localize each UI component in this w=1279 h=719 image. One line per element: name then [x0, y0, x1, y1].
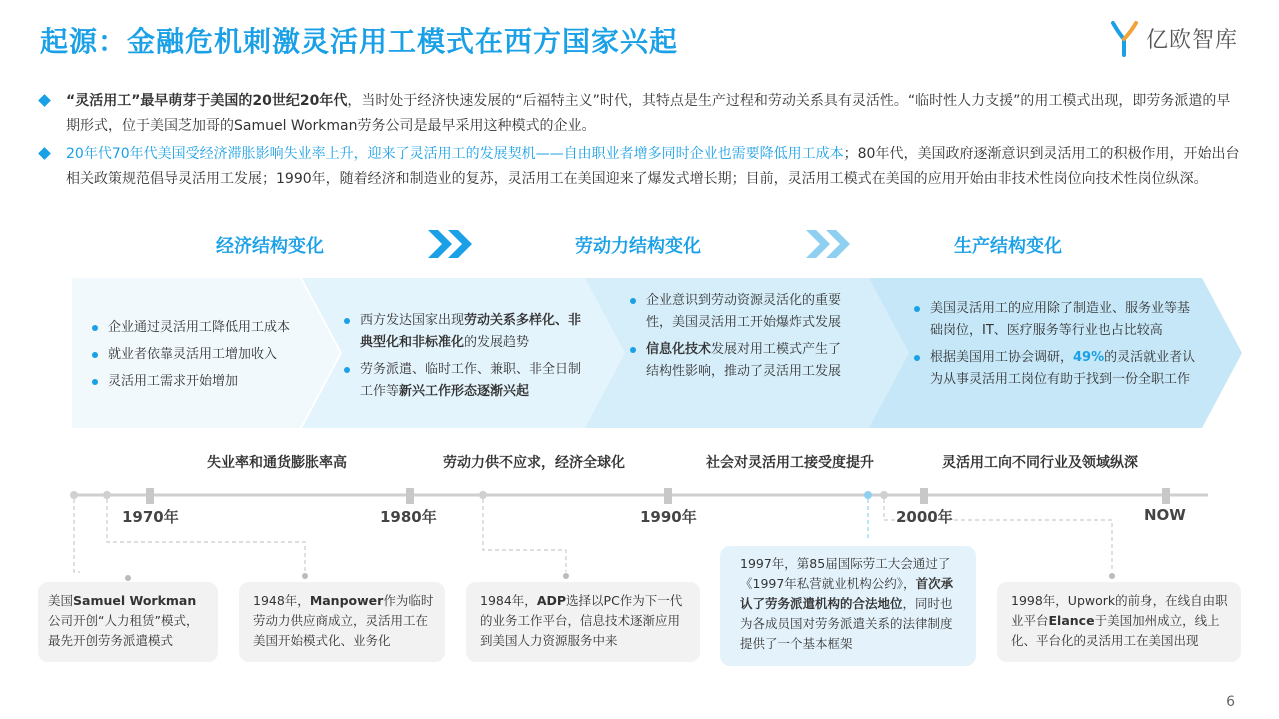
event-card — [997, 582, 1241, 662]
text-segment: ，当时处于经济快速发展的“后福特主义”时代，其特点是生产过程和劳动关系具有灵活性。“临时性人力支援”的用工模式出现，即劳务派遣的早期形式，位于美国芝加哥的Samuel Workman劳务公司是最早采用这种模式的企业。 — [66, 93, 1231, 134]
text-segment: 美国灵活用工的应用除了制造业、服务业等基础岗位，IT、医疗服务等行业也占比较高 — [930, 301, 1191, 338]
diamond-bullet-icon — [38, 147, 51, 160]
bullet-dot-icon — [344, 367, 350, 373]
connector-line — [74, 499, 80, 572]
event-marker — [70, 491, 78, 499]
list-item — [342, 310, 582, 354]
text-segment: 公司开创“人力租赁”模式，最先开创劳务派遣模式 — [48, 613, 199, 648]
phase-label: 劳动力供不应求，经济全球化 — [443, 455, 625, 471]
text-segment: 美国 — [48, 593, 74, 608]
year-tick — [146, 488, 154, 504]
phase-label: 灵活用工向不同行业及领域纵深 — [942, 455, 1138, 471]
connector-end — [302, 573, 308, 579]
text-segment: 选择以PC作为下一代的业务工作平台，信息技术逐渐应用到美国人力资源服务中来 — [480, 593, 683, 648]
section-title-production: 生产结构变化 — [954, 236, 1062, 257]
list-item — [90, 371, 320, 393]
bullet-dot-icon — [92, 352, 98, 358]
bullet-dot-icon — [914, 355, 920, 361]
text-segment: Samuel Workman — [73, 593, 197, 608]
year-tick — [1162, 488, 1170, 504]
text-segment: 西方发达国家出现 — [360, 313, 465, 328]
phase-label: 社会对灵活用工接受度提升 — [706, 455, 874, 471]
list-item — [628, 339, 848, 383]
text-segment: 49% — [1073, 350, 1105, 365]
text-segment: 的发展趋势 — [464, 335, 530, 350]
bullet-dot-icon — [92, 379, 98, 385]
year-label: 2000年 — [896, 508, 953, 526]
intro-bullet-1 — [40, 89, 1240, 139]
list-item — [90, 317, 320, 339]
bullet-dot-icon — [92, 325, 98, 331]
intro-bullet-text — [66, 89, 1240, 139]
text-segment: 发展对用工模式产生了结构性影响，推动了灵活用工发展 — [646, 342, 842, 379]
text-segment: 1998年，Upwork的前身，在线自由职业平台 — [1011, 593, 1228, 628]
list-item — [912, 298, 1202, 342]
section-title-economic: 经济结构变化 — [216, 236, 324, 257]
text-segment: ，同时也为各成员国对劳务派遣关系的法律制度提供了一个基本框架 — [740, 596, 953, 651]
text-segment: 新兴工作形态逐渐兴起 — [399, 384, 530, 399]
connector-end — [563, 573, 569, 579]
text-segment: 根据美国用工协会调研， — [930, 350, 1074, 365]
text-segment: 企业通过灵活用工降低用工成本 — [108, 320, 291, 335]
page-number: 6 — [1226, 694, 1235, 710]
economic-list — [90, 317, 320, 398]
event-marker — [103, 491, 111, 499]
text-segment: Elance — [1048, 613, 1095, 628]
year-label: 1980年 — [380, 508, 437, 526]
event-marker — [864, 491, 872, 499]
text-segment: 灵活用工需求开始增加 — [108, 374, 239, 389]
text-segment: 1984年， — [480, 593, 537, 608]
year-tick — [920, 488, 928, 504]
text-segment: 就业者依靠灵活用工增加收入 — [108, 347, 278, 362]
text-segment: 的灵活就业者认为从事灵活用工岗位有助于找到一份全职工作 — [930, 350, 1196, 387]
phase-label: 失业率和通货膨胀率高 — [207, 455, 347, 471]
bullet-dot-icon — [630, 298, 636, 304]
double-chevron-icon — [428, 228, 476, 260]
bullet-dot-icon — [630, 347, 636, 353]
list-item — [628, 290, 848, 334]
year-label: 1990年 — [640, 508, 697, 526]
year-label: NOW — [1144, 506, 1186, 524]
text-segment: ；80年代，美国政府逐渐意识到灵活用工的积极作用，开始出台相关政策规范倡导灵活用工发展；1990年，随着经济和制造业的复苏，灵活用工在美国迎来了爆发式增长期；目前，灵活用工模式在美国的应用开始由非技术性岗位向技术性岗位纵深。 — [66, 146, 1240, 187]
labor-list-b — [628, 290, 848, 388]
text-segment: “灵活用工”最早萌芽于美国的20世纪20年代 — [66, 93, 348, 109]
diamond-bullet-icon — [38, 94, 51, 107]
event-card — [38, 582, 218, 662]
section-title-labor: 劳动力结构变化 — [575, 236, 701, 257]
page-title: 起源：金融危机刺激灵活用工模式在西方国家兴起 — [40, 25, 679, 58]
event-card — [239, 582, 445, 662]
intro-bullet-2 — [40, 142, 1240, 192]
text-segment: 劳动关系多样化、非典型化和非标准化 — [360, 313, 582, 350]
production-list — [912, 298, 1202, 396]
text-segment: 企业意识到劳动资源灵活化的重要性，美国灵活用工开始爆炸式发展 — [646, 293, 842, 330]
year-tick — [406, 488, 414, 504]
connector-line — [483, 499, 566, 572]
bullet-dot-icon — [344, 318, 350, 324]
list-item — [912, 347, 1202, 391]
text-segment: Manpower — [309, 593, 384, 608]
text-segment: 于美国加州成立，线上化、平台化的灵活用工在美国出现 — [1011, 613, 1220, 648]
text-segment: 首次承认了劳务派遣机构的合法地位 — [740, 576, 954, 611]
labor-list-a — [342, 310, 582, 408]
connector-end — [125, 575, 131, 581]
yiou-logo-icon — [1110, 19, 1140, 57]
intro-bullet-text — [66, 142, 1240, 192]
event-marker — [880, 491, 888, 499]
text-segment: 1948年， — [253, 593, 310, 608]
list-item — [90, 344, 320, 366]
list-item — [342, 359, 582, 403]
text-segment: 劳务派遣、临时工作、兼职、非全日制工作等 — [360, 362, 582, 399]
timeline — [0, 480, 1279, 590]
text-segment: 信息化技术 — [646, 342, 712, 357]
event-card-highlight — [720, 546, 976, 666]
text-segment: 作为临时劳动力供应商成立，灵活用工在美国开始模式化、业务化 — [253, 593, 434, 648]
event-marker — [479, 491, 487, 499]
text-segment: ADP — [536, 593, 567, 608]
year-tick — [664, 488, 672, 504]
text-segment: 20年代70年代美国受经济滞胀影响失业率上升，迎来了灵活用工的发展契机——自由职业者增多同时企业也需要降低用工成本 — [66, 146, 844, 162]
year-label: 1970年 — [122, 508, 179, 526]
double-chevron-icon — [806, 228, 854, 260]
event-card — [466, 582, 700, 662]
logo — [1110, 18, 1238, 58]
logo-text: 亿欧智库 — [1146, 27, 1239, 53]
connector-end — [1109, 573, 1115, 579]
bullet-dot-icon — [914, 306, 920, 312]
text-segment: 1997年，第85届国际劳工大会通过了《1997年私营就业机构公约》， — [740, 556, 951, 591]
